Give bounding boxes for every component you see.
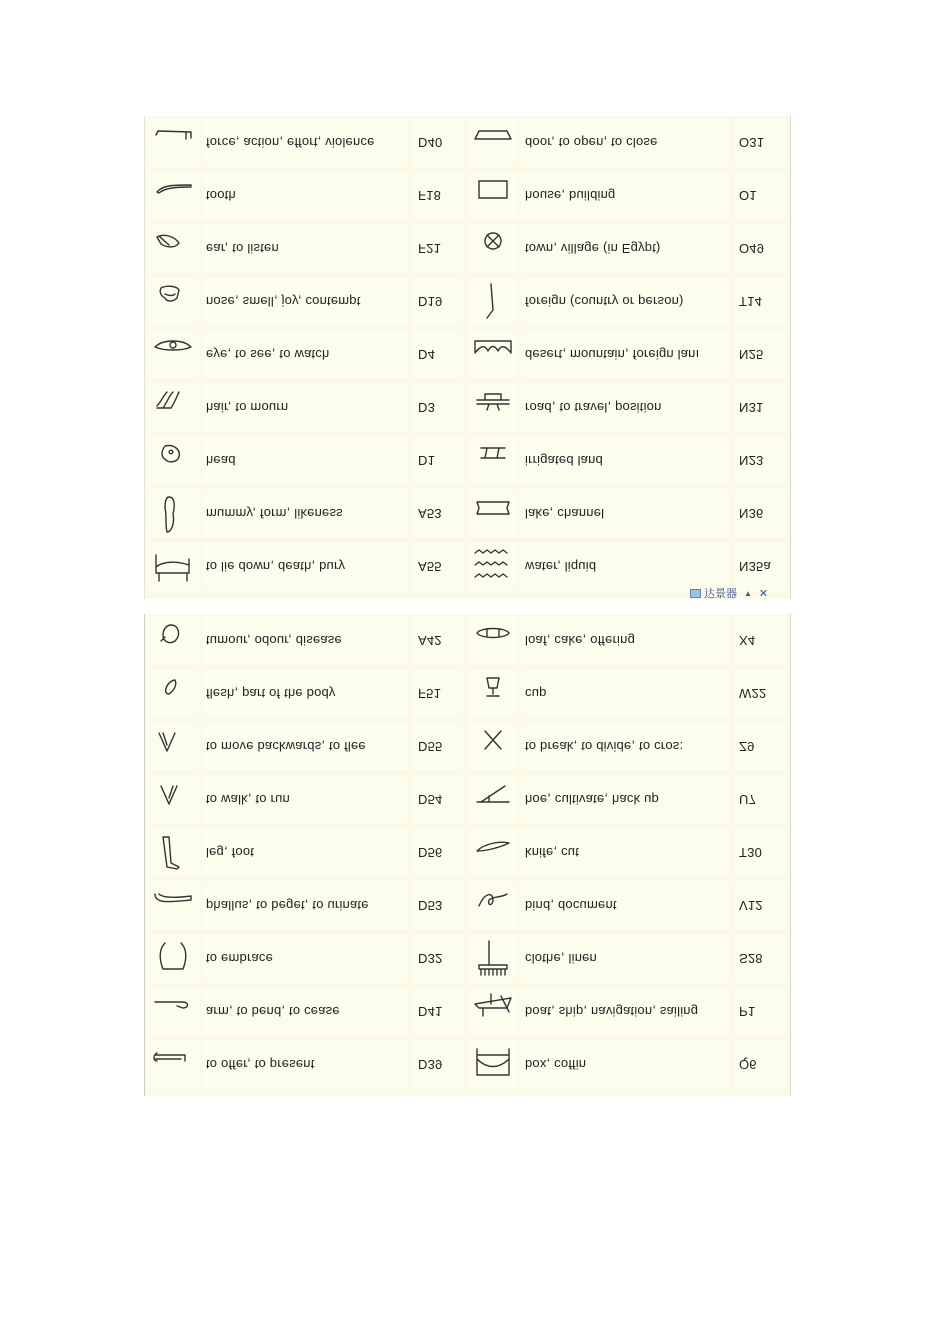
code-cell [411,383,463,432]
meaning-text: flesh, part of the body [206,686,336,701]
tumour-icon [147,616,199,665]
meaning-text: tumour, odour, disease [206,633,342,648]
code-cell [411,436,463,485]
code-cell [733,934,787,983]
code-cell [411,1040,463,1089]
hieroglyph-table-2 [144,614,791,1096]
sign-code: D54 [418,792,443,807]
meaning-cell [202,722,408,771]
pool-icon [467,489,518,538]
caret-up-icon[interactable]: ▲ [744,588,752,598]
sign-code: O1 [739,188,757,203]
water-ripples-icon [467,542,518,591]
sign-code: A42 [418,633,442,648]
meaning-text: door, to open, to close [525,135,658,150]
meaning-cell [521,616,729,665]
code-cell [411,171,463,220]
house-plan-icon [467,171,518,220]
code-cell [411,489,463,538]
code-cell [733,277,787,326]
sign-code: D19 [418,294,443,309]
forearm-with-stick-icon [147,118,199,167]
code-cell [411,828,463,877]
code-cell [733,828,787,877]
sign-code: V12 [739,898,763,913]
sign-code: O49 [739,241,765,256]
tusk-icon [147,171,199,220]
arm-with-loaf-icon [147,1040,199,1089]
meaning-text: head [206,453,236,468]
road-with-shrubs-icon [467,383,518,432]
meaning-cell [521,489,729,538]
eye-icon [147,330,199,379]
meaning-cell [202,881,408,930]
meaning-cell [521,118,729,167]
table-row [145,169,790,222]
code-cell [733,881,787,930]
meaning-cell [202,669,408,718]
code-cell [733,542,787,591]
sign-code: D4 [418,347,436,362]
hoe-icon [467,775,518,824]
code-cell [411,775,463,824]
cup-icon [467,669,518,718]
sign-code: F51 [418,686,442,701]
meaning-text: irrigated land [525,453,603,468]
code-cell [733,722,787,771]
code-cell [733,1040,787,1089]
code-cell [733,669,787,718]
meaning-cell [202,1040,408,1089]
code-cell [733,118,787,167]
phallus-icon [147,881,199,930]
meaning-cell [202,277,408,326]
table-row [145,381,790,434]
table-row [145,116,790,169]
table-row [145,720,790,773]
meaning-text: desert, mountain, foreign lanı [525,347,700,362]
table-row [145,275,790,328]
throw-stick-icon [467,277,518,326]
meaning-cell [521,224,729,273]
code-cell [411,934,463,983]
table-row [145,1038,790,1091]
meaning-cell [202,118,408,167]
boat-icon [467,987,518,1036]
meaning-text: ear, to listen [206,241,279,256]
code-cell [733,616,787,665]
meaning-cell [521,934,729,983]
meaning-text: clothe, linen [525,951,597,966]
meaning-cell [521,1040,729,1089]
sign-code: D53 [418,898,443,913]
meaning-cell [202,330,408,379]
loaf-icon [467,616,518,665]
hieroglyph-table-1 [144,116,791,599]
sign-code: N31 [739,400,764,415]
knife-icon [467,828,518,877]
table-row [145,773,790,826]
meaning-cell [521,542,729,591]
ear-icon [147,224,199,273]
sign-code: D55 [418,739,443,754]
box-coffin-icon [467,1040,518,1089]
meaning-text: road, to travel, position [525,400,662,415]
linen-fringe-icon [467,934,518,983]
door-leaf-icon [467,118,518,167]
head-profile-icon [147,436,199,485]
sign-code: W22 [739,686,767,701]
sign-code: Q6 [739,1057,757,1072]
meaning-text: boat, ship, navigation, sailing [525,1004,699,1019]
meaning-cell [521,987,729,1036]
meaning-cell [202,489,408,538]
meaning-text: to break, to divide, to cros: [525,739,684,754]
meaning-text: leg, foot [206,845,255,860]
meaning-cell [521,383,729,432]
meaning-cell [521,330,729,379]
meaning-text: nose, smell, joy, contempt [206,294,361,309]
walking-legs-icon [147,775,199,824]
leg-icon [147,828,199,877]
hair-lock-icon [147,383,199,432]
meaning-text: eye, to see, to watch [206,347,330,362]
meaning-text: to move backwards, to flee [206,739,366,754]
code-cell [733,987,787,1036]
meaning-text: mummy, form, likeness [206,506,343,521]
meaning-cell [202,542,408,591]
sign-code: U7 [739,792,757,807]
meaning-text: hair, to mourn [206,400,289,415]
meaning-cell [202,775,408,824]
code-cell [733,489,787,538]
meaning-cell [202,934,408,983]
meaning-text: foreign (country or person) [525,294,684,309]
code-cell [411,881,463,930]
meaning-text: to offer, to present [206,1057,315,1072]
meaning-text: house, building [525,188,616,203]
flesh-icon [147,669,199,718]
sign-code: A55 [418,559,442,574]
code-cell [733,224,787,273]
popup-label[interactable]: 达景器 [704,588,737,600]
meaning-text: to walk, to run [206,792,290,807]
code-cell [733,330,787,379]
sign-code: O31 [739,135,765,150]
meaning-text: cup [525,686,547,701]
meaning-text: lake, channel [525,506,605,521]
cord-icon [467,881,518,930]
meaning-cell [202,987,408,1036]
close-icon[interactable]: ✕ [758,587,769,600]
sign-code: D56 [418,845,443,860]
meaning-cell [521,277,729,326]
meaning-cell [521,775,729,824]
sign-code: D32 [418,951,443,966]
meaning-cell [202,383,408,432]
sign-code: N25 [739,347,764,362]
sign-code: S28 [739,951,763,966]
sign-code: T30 [739,845,763,860]
crossroads-circle-icon [467,224,518,273]
meaning-text: knife, cut [525,845,580,860]
code-cell [411,118,463,167]
code-cell [411,277,463,326]
meaning-cell [521,722,729,771]
translation-popup [690,587,786,599]
meaning-cell [202,828,408,877]
sign-code: A53 [418,506,442,521]
table-row [145,985,790,1038]
table-row [145,487,790,540]
code-cell [411,616,463,665]
meaning-text: arm, to bend, to cease [206,1004,340,1019]
meaning-cell [202,436,408,485]
table-row [145,434,790,487]
sign-code: D3 [418,400,436,415]
code-cell [411,722,463,771]
meaning-cell [202,616,408,665]
meaning-cell [202,224,408,273]
irrigation-canals-icon [467,436,518,485]
sign-code: X4 [739,633,756,648]
meaning-text: to lie down, death, bury [206,559,346,574]
table-row [145,932,790,985]
meaning-text: tooth [206,188,236,203]
meaning-text: town, village (in Egypt) [525,241,661,256]
meaning-cell [521,171,729,220]
sign-code: D39 [418,1057,443,1072]
sign-code: N23 [739,453,764,468]
code-cell [733,436,787,485]
meaning-text: force, action, effort, violence [206,135,375,150]
translate-app-icon[interactable] [690,589,701,598]
meaning-cell [202,171,408,220]
meaning-text: box, coffin [525,1057,587,1072]
table-row [145,222,790,275]
table-row [145,614,790,667]
code-cell [733,775,787,824]
table-row [145,879,790,932]
code-cell [733,383,787,432]
sign-code: F18 [418,188,442,203]
meaning-text: hoe, cultivate, hack up [525,792,659,807]
sign-code: P1 [739,1004,756,1019]
table-row [145,328,790,381]
sign-code: N36 [739,506,764,521]
crossed-sticks-icon [467,722,518,771]
meaning-text: water, liquid [525,559,597,574]
table-row [145,667,790,720]
embracing-arms-icon [147,934,199,983]
code-cell [733,171,787,220]
nose-icon [147,277,199,326]
meaning-cell [521,436,729,485]
code-cell [411,224,463,273]
code-cell [411,330,463,379]
sign-code: F21 [418,241,442,256]
meaning-cell [521,669,729,718]
sign-code: T14 [739,294,763,309]
code-cell [411,542,463,591]
table-row [145,540,790,593]
table-row [145,826,790,879]
mummy-icon [147,489,199,538]
sign-code: D40 [418,135,443,150]
meaning-cell [521,881,729,930]
bier-with-body-icon [147,542,199,591]
code-cell [411,987,463,1036]
meaning-text: phallus, to beget, to urinate [206,898,369,913]
code-cell [411,669,463,718]
sign-code: D41 [418,1004,443,1019]
sign-code: D1 [418,453,436,468]
legs-backwards-icon [147,722,199,771]
meaning-cell [521,828,729,877]
sign-code: N35a [739,559,771,574]
meaning-text: loaf, cake, offering [525,633,635,648]
arm-icon [147,987,199,1036]
meaning-text: to embrace [206,951,274,966]
sign-code: Z9 [739,739,755,754]
meaning-text: bind, document [525,898,617,913]
hill-country-icon [467,330,518,379]
